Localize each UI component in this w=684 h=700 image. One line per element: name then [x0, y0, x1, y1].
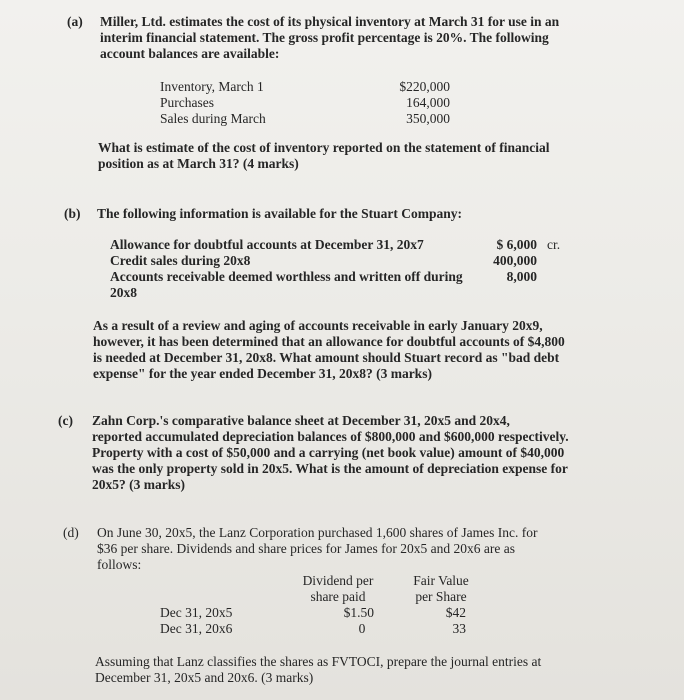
row-value: 164,000 — [406, 95, 450, 110]
header-line: Fair Value — [413, 573, 469, 588]
row-value: $ 6,000 — [496, 237, 537, 252]
fair-value: 33 — [452, 621, 466, 636]
row-label: Dec 31, 20x5 — [160, 605, 233, 620]
header-line: per Share — [415, 589, 467, 604]
fair-value: $42 — [445, 605, 466, 620]
table-row — [160, 605, 470, 621]
part-b-question — [93, 318, 565, 382]
part-d-intro-line: On June 30, 20x5, the Lanz Corporation purchased 1,600 shares of James Inc. for — [97, 525, 538, 540]
part-c-line: Property with a cost of $50,000 and a carrying (net book value) amount of $40,000 — [92, 445, 565, 460]
fair-value-column-header — [406, 573, 476, 605]
part-a-label: (a) — [67, 14, 83, 29]
part-a-table — [160, 79, 450, 127]
part-d-question — [95, 654, 541, 686]
part-c-text — [92, 413, 569, 493]
part-a-question — [98, 140, 550, 172]
part-c-label: (c) — [58, 413, 73, 428]
row-value: 8,000 — [506, 269, 537, 284]
part-d-intro — [97, 525, 538, 573]
question-line: expense" for the year ended December 31, 20x8? (3 marks) — [93, 366, 432, 381]
question-line: As a result of a review and aging of accounts receivable in early January 20x9, — [93, 318, 543, 333]
part-d-table — [160, 605, 470, 637]
part-c-line: Zahn Corp.'s comparative balance sheet at December 31, 20x5 and 20x4, — [92, 413, 510, 428]
table-row — [110, 253, 537, 269]
dividend-column-header — [298, 573, 378, 605]
part-c-line: 20x5? (3 marks) — [92, 477, 185, 492]
part-b-table — [110, 237, 561, 301]
table-row — [110, 237, 561, 253]
header-line: Dividend per — [302, 573, 374, 588]
row-label: Inventory, March 1 — [160, 79, 264, 94]
table-row — [160, 111, 450, 127]
row-label: Credit sales during 20x8 — [110, 253, 251, 268]
part-a-intro-line: Miller, Ltd. estimates the cost of its physical inventory at March 31 for use in an — [100, 14, 560, 29]
question-line: position as at March 31? (4 marks) — [98, 156, 299, 171]
row-label: Accounts receivable deemed worthless and written off during — [110, 269, 463, 284]
question-line: December 31, 20x5 and 20x6. (3 marks) — [95, 670, 314, 685]
row-label: Allowance for doubtful accounts at December 31, 20x7 — [110, 237, 424, 252]
row-value: 350,000 — [406, 111, 450, 126]
question-line: however, it has been determined that an allowance for doubtful accounts of $4,800 — [93, 334, 565, 349]
row-label: Purchases — [160, 95, 214, 110]
row-label: Dec 31, 20x6 — [160, 621, 233, 636]
table-row — [160, 621, 470, 637]
table-row — [160, 79, 450, 95]
part-c-line: reported accumulated depreciation balances of $800,000 and $600,000 respectively. — [92, 429, 569, 444]
header-line: share paid — [310, 589, 366, 604]
table-row — [160, 95, 450, 111]
table-row — [110, 269, 537, 301]
row-label: Sales during March — [160, 111, 266, 126]
part-a-intro-line: account balances are available: — [100, 46, 280, 61]
question-line: Assuming that Lanz classifies the shares as FVTOCI, prepare the journal entries at — [95, 654, 542, 669]
question-line: is needed at December 31, 20x8. What amount should Stuart record as "bad debt — [93, 350, 560, 365]
dividend-value: $1.50 — [343, 605, 374, 620]
dividend-value: 0 — [358, 621, 366, 636]
part-b-intro: The following information is available for the Stuart Company: — [97, 206, 463, 221]
row-value: 400,000 — [493, 253, 537, 268]
part-d-intro-line: follows: — [97, 557, 142, 572]
part-d-label: (d) — [63, 525, 79, 540]
part-d-intro-line: $36 per share. Dividends and share prices for James for 20x5 and 20x6 are as — [97, 541, 515, 556]
row-suffix: cr. — [547, 237, 561, 252]
row-label-continued: 20x8 — [110, 285, 137, 300]
part-a-intro-line: interim financial statement. The gross profit percentage is 20%. The following — [100, 30, 549, 45]
part-b-label: (b) — [64, 206, 81, 221]
row-value: $220,000 — [399, 79, 450, 94]
question-line: What is estimate of the cost of inventory reported on the statement of financial — [98, 140, 550, 155]
part-c-line: was the only property sold in 20x5. What is the amount of depreciation expense for — [92, 461, 568, 476]
part-a-intro — [100, 14, 559, 62]
